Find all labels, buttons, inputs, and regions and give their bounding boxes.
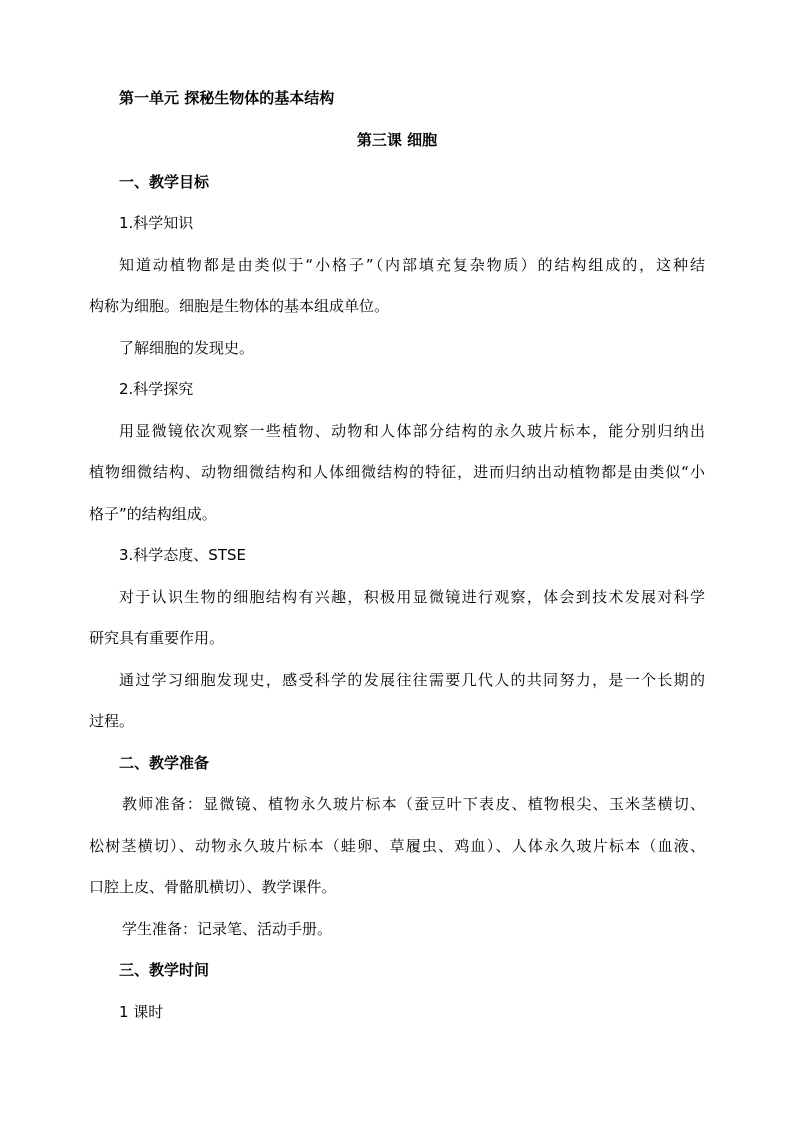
section-heading-time: 三、教学时间: [119, 961, 210, 979]
lesson-title: 第三课 细胞: [356, 131, 438, 149]
paragraph-line: 松树茎横切）、动物永久玻片标本（蛙卵、草履虫、鸡血）、人体永久玻片标本（血液、: [89, 837, 705, 855]
section-heading-objectives: 一、教学目标: [119, 173, 210, 191]
paragraph-line: 构称为细胞。细胞是生物体的基本组成单位。: [89, 297, 390, 315]
paragraph-line: 知道动植物都是由类似于“小格子”（内部填充复杂物质）的结构组成的，这种结: [119, 256, 705, 274]
subheading-science-knowledge: 1.科学知识: [119, 214, 194, 232]
lesson-duration: 1 课时: [119, 1003, 164, 1021]
paragraph-line: 通过学习细胞发现史，感受科学的发展往往需要几代人的共同努力，是一个长期的: [119, 671, 705, 689]
paragraph-line: 研究具有重要作用。: [89, 629, 225, 647]
paragraph-line: 学生准备：记录笔、活动手册。: [122, 920, 333, 938]
section-heading-preparation: 二、教学准备: [119, 754, 210, 772]
paragraph-line: 教师准备：显微镜、植物永久玻片标本（蚕豆叶下表皮、植物根尖、玉米茎横切、: [122, 795, 705, 813]
paragraph-line: 了解细胞的发现史。: [119, 339, 255, 357]
paragraph-line: 过程。: [89, 712, 135, 730]
paragraph-line: 口腔上皮、骨骼肌横切）、教学课件。: [89, 878, 337, 896]
unit-title: 第一单元 探秘生物体的基本结构: [119, 89, 335, 107]
subheading-science-inquiry: 2.科学探究: [119, 380, 194, 398]
paragraph-line: 对于认识生物的细胞结构有兴趣，积极用显微镜进行观察，体会到技术发展对科学: [119, 588, 705, 606]
paragraph-line: 植物细微结构、动物细微结构和人体细微结构的特征，进而归纳出动植物都是由类似“小: [89, 463, 705, 481]
paragraph-line: 格子”的结构组成。: [89, 505, 217, 523]
paragraph-line: 用显微镜依次观察一些植物、动物和人体部分结构的永久玻片标本，能分别归纳出: [119, 422, 705, 440]
subheading-science-attitude: 3.科学态度、STSE: [119, 546, 246, 564]
